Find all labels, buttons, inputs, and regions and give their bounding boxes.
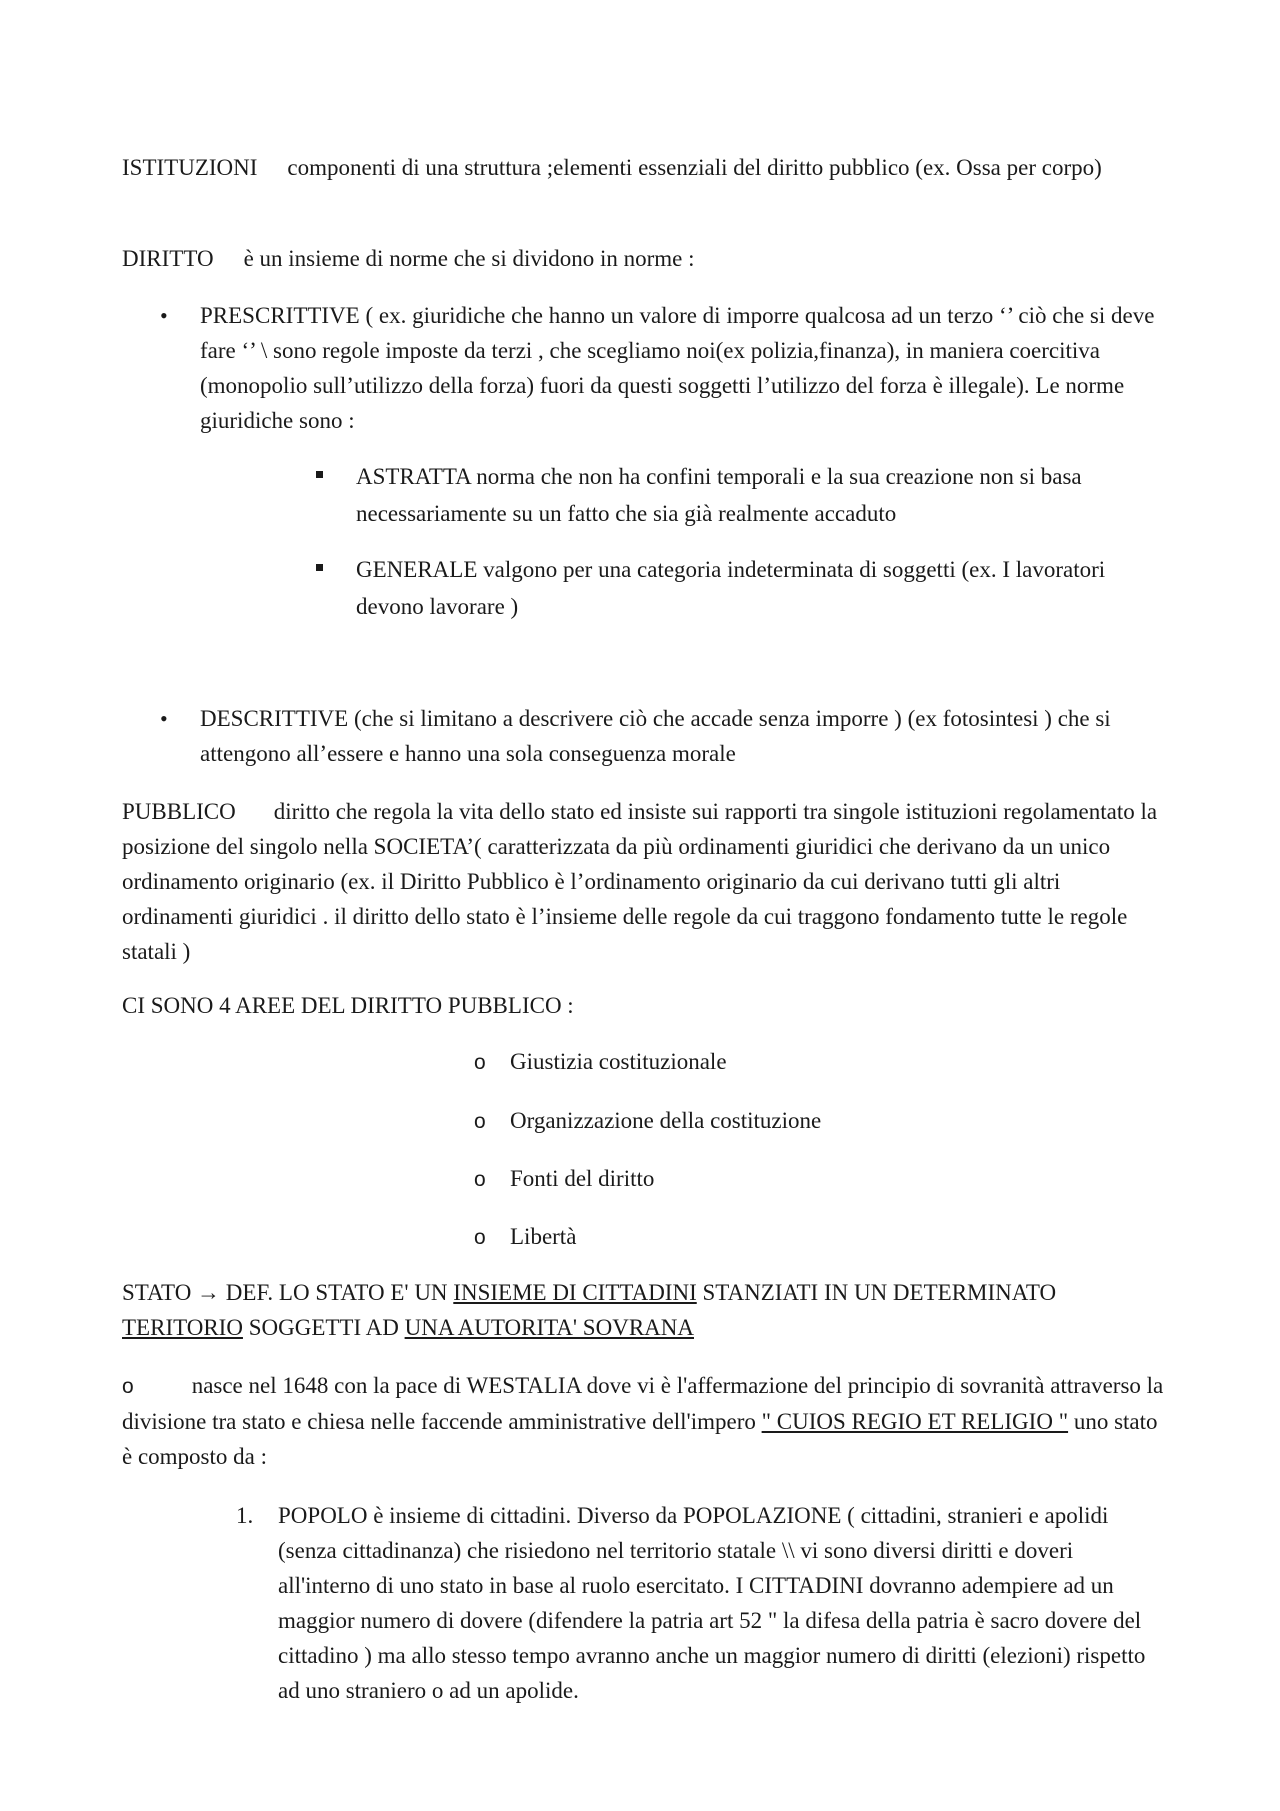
- istituzioni-paragraph: [122, 150, 1172, 185]
- circle-bullet-icon: o: [474, 1051, 486, 1074]
- prescrittive-text: PRESCRITTIVE ( ex. giuridiche che hanno un valore di imporre qualcosa ad un terzo ‘’ ciò che si deve fare ‘’ \ sono regole imposte da terzi , che scegliamo noi(ex polizia,finanza), in maniera coercitiva (monopolio sull’utilizzo della forza) fuori da questi soggetti l’utilizzo del forza è illegale). Le norme giuridiche sono :: [200, 303, 1155, 433]
- nasce-text: nasce nel 1648 con la pace di WESTALIA dove vi è l'affermazione del principio di sovranità attraverso la divisione tra stato e chiesa nelle faccende amministrative dell'impero: [122, 1373, 1164, 1434]
- nasce-paragraph: [122, 1368, 1172, 1474]
- square-bullet-icon: [316, 564, 323, 571]
- astratta-text: ASTRATTA norma che non ha confini temporali e la sua creazione non si basa necessariamente su un fatto che sia già realmente accaduto: [356, 464, 1082, 526]
- istituzioni-definition: componenti di una struttura ;elementi essenziali del diritto pubblico (ex. Ossa per corpo): [287, 155, 1102, 180]
- stato-underline-territorio: TERITORIO: [122, 1315, 243, 1340]
- generale-text: GENERALE valgono per una categoria indeterminata di soggetti (ex. I lavoratori devono lavorare ): [356, 557, 1106, 619]
- circle-bullet-icon: o: [474, 1110, 486, 1133]
- list-number: 1.: [236, 1503, 254, 1528]
- nasce-tail: uno stato è composto da :: [122, 1409, 1158, 1469]
- pubblico-definition: diritto che regola la vita dello stato ed insiste sui rapporti tra singole istituzioni regolamentato la posizione del singolo nella SOCIETA’( caratterizzata da più ordinamenti giuridici che derivano da un unico ordinamento originario (ex. il Diritto Pubblico è l’ordinamento originario da cui derivano tutti gli altri ordinamenti giuridici . il diritto dello stato è l’insieme delle regole da cui traggono fondamento tutte le regole statali ): [122, 799, 1158, 964]
- bullet-icon: •: [160, 706, 168, 731]
- stato-text: SOGGETTI AD: [242, 1315, 405, 1340]
- list-item-popolo: [236, 1498, 1166, 1708]
- stato-underline-autorita: UNA AUTORITA' SOVRANA: [404, 1315, 694, 1340]
- list-item-area: [474, 1219, 576, 1255]
- area-label: Fonti del diritto: [510, 1166, 655, 1191]
- list-item-descrittive: [160, 701, 1172, 771]
- stato-text: STATO → DEF. LO STATO E' UN: [122, 1280, 454, 1305]
- circle-bullet-icon: o: [474, 1168, 486, 1191]
- diritto-term: DIRITTO: [122, 246, 214, 271]
- stato-underline-cittadini: INSIEME DI CITTADINI: [453, 1280, 697, 1305]
- area-label: Giustizia costituzionale: [510, 1049, 727, 1074]
- pubblico-term: PUBBLICO: [122, 799, 236, 824]
- circle-bullet-icon: o: [122, 1375, 134, 1398]
- list-item-area: [474, 1161, 654, 1197]
- list-item-generale: [316, 551, 1156, 625]
- diritto-definition: è un insieme di norme che si dividono in norme :: [243, 246, 695, 271]
- list-item-area: [474, 1103, 821, 1139]
- list-item-astratta: [316, 458, 1156, 532]
- bullet-icon: •: [160, 303, 168, 328]
- aree-heading: CI SONO 4 AREE DEL DIRITTO PUBBLICO :: [122, 993, 574, 1018]
- list-item-prescrittive: [160, 298, 1172, 438]
- popolo-text: POPOLO è insieme di cittadini. Diverso da POPOLAZIONE ( cittadini, stranieri e apolidi (senza cittadinanza) che risiedono nel territorio statale \\ vi sono diversi diritti e doveri all'interno di uno stato in base al ruolo esercitato. I CITTADINI dovranno adempiere ad un maggior numero di dovere (difendere la patria art 52 " la difesa della patria è sacro dovere del cittadino ) ma allo stesso tempo avranno anche un maggior numero di diritti (elezioni) rispetto ad uno straniero o ad un apolide.: [278, 1503, 1146, 1703]
- descrittive-text: DESCRITTIVE (che si limitano a descrivere ciò che accade senza imporre ) (ex fotosintesi ) che si attengono all’essere e hanno una sola conseguenza morale: [200, 706, 1111, 766]
- pubblico-paragraph: [122, 794, 1172, 969]
- diritto-paragraph: [122, 241, 1172, 276]
- stato-text: STANZIATI IN UN DETERMINATO: [696, 1280, 1057, 1305]
- square-bullet-icon: [316, 471, 323, 478]
- nasce-motto: " CUIOS REGIO ET RELIGIO ": [761, 1409, 1069, 1434]
- area-label: Libertà: [510, 1224, 577, 1249]
- list-item-area: [474, 1044, 727, 1080]
- stato-definition: [122, 1275, 1172, 1345]
- circle-bullet-icon: o: [474, 1226, 486, 1249]
- area-label: Organizzazione della costituzione: [510, 1108, 822, 1133]
- istituzioni-term: ISTITUZIONI: [122, 155, 258, 180]
